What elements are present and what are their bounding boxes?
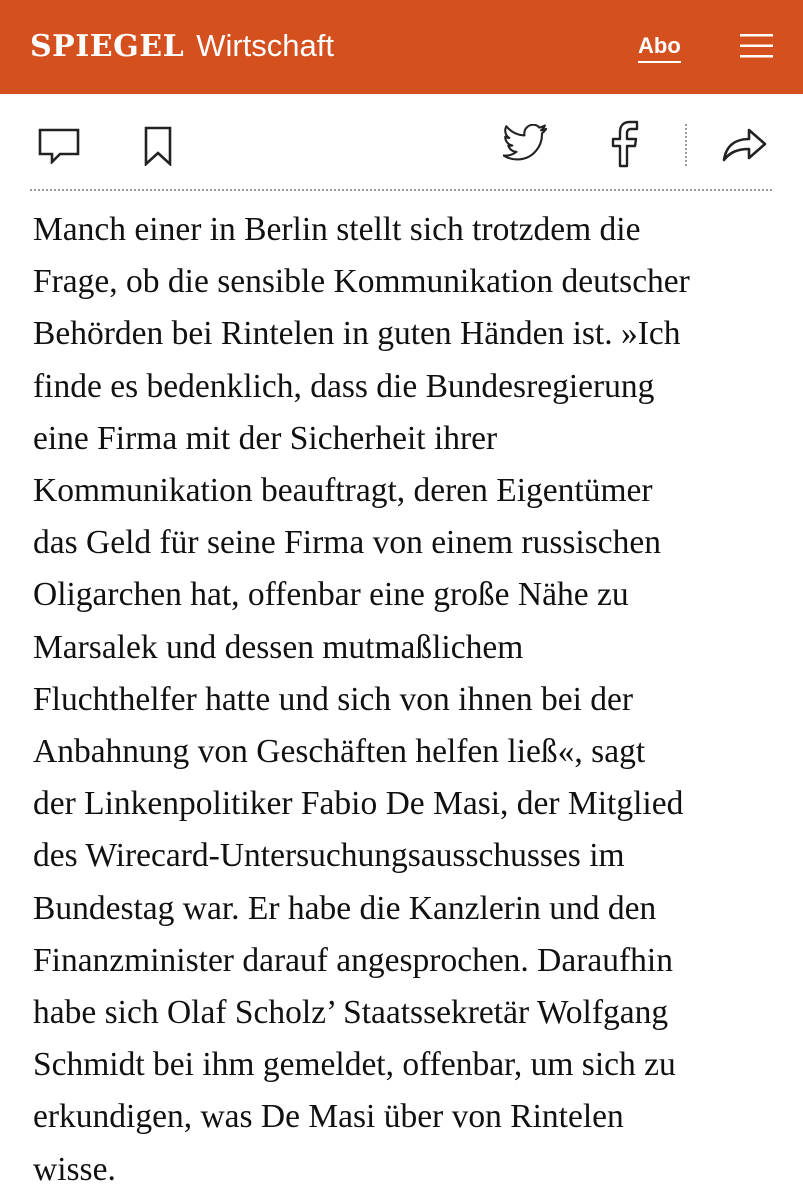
toolbar-separator: [30, 189, 772, 191]
article-paragraph: Manch einer in Berlin stellt sich trotzdem die Frage, ob die sensible Kommunikation deutscher Behörden bei Rintelen in guten Händen ist. »Ich finde es bedenklich, dass die Bundesregierung eine Firma mit der Sicherheit ihrer Kommunikation beauftragt, deren Eigentümer das Geld für seine Firma von einem russischen Oligarchen hat, offenbar eine große Nähe zu Marsalek und dessen mutmaßlichem Fluchthelfer hatte und sich von ihnen bei der Anbahnung von Geschäften helfen ließ«, sagt der Linkenpolitiker Fabio De Masi, der Mitglied des Wirecard-Untersuchungsausschusses im Bundestag war. Er habe die Kanzlerin und den Finanzminister darauf angesprochen. Daraufhin habe sich Olaf Scholz’ Staatssekretär Wolfgang Schmidt bei ihm gemeldet, offenbar, um sich zu erkundigen, was De Masi über von Rintelen wisse.: [33, 211, 690, 1188]
spiegel-logo[interactable]: SPIEGEL: [30, 29, 185, 64]
twitter-icon[interactable]: [503, 124, 549, 164]
comment-icon[interactable]: [38, 128, 80, 164]
hamburger-menu-icon[interactable]: [740, 34, 773, 58]
bookmark-icon[interactable]: [144, 126, 172, 166]
section-name[interactable]: Wirtschaft: [196, 28, 334, 63]
abo-link[interactable]: Abo: [638, 33, 681, 63]
article-toolbar: [0, 94, 803, 190]
toolbar-divider: [685, 124, 687, 166]
facebook-icon[interactable]: [610, 120, 640, 168]
brand-link[interactable]: [30, 28, 334, 68]
site-header: [0, 0, 803, 94]
share-icon[interactable]: [721, 128, 767, 162]
